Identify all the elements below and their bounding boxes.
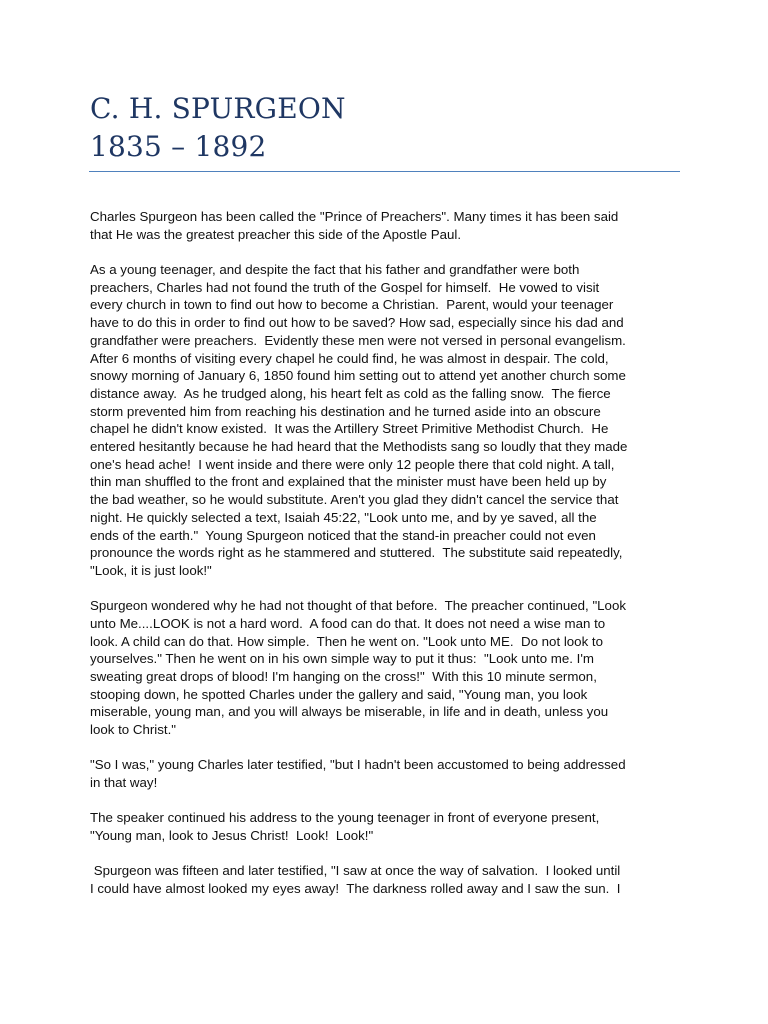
paragraph-line: the bad weather, so he would substitute. Aren't you glad they didn't cancel the service that (90, 492, 619, 508)
paragraph-line: yourselves." Then he went on in his own simple way to put it thus: "Look unto me. I'm (90, 651, 594, 667)
paragraph (90, 261, 690, 580)
title-block (90, 90, 680, 166)
paragraph-line: pronounce the words right as he stammered and stuttered. The substitute said repeatedly, (90, 545, 623, 561)
paragraph-line: The speaker continued his address to the young teenager in front of everyone present, (90, 810, 600, 826)
paragraph-line: have to do this in order to find out how to be saved? How sad, especially since his dad and (90, 315, 624, 331)
paragraph (90, 597, 690, 739)
paragraph-line: I could have almost looked my eyes away! The darkness rolled away and I saw the sun. I (90, 881, 621, 897)
paragraph-line: stooping down, he spotted Charles under the gallery and said, "Young man, you look (90, 686, 588, 702)
paragraph-line: After 6 months of visiting every chapel he could find, he was almost in despair. The cold, (90, 350, 609, 366)
paragraph-line: ends of the earth." Young Spurgeon noticed that the stand-in preacher could not even (90, 527, 596, 543)
paragraph-line: "Look, it is just look!" (90, 562, 212, 578)
page-subtitle-dates: 1835 – 1892 (90, 130, 267, 163)
document-body (90, 208, 690, 915)
paragraph-line: miserable, young man, and you will always be miserable, in life and in death, unless you (90, 704, 609, 720)
paragraph-line: distance away. As he trudged along, his heart felt as cold as the falling snow. The fierce (90, 385, 611, 401)
paragraph-line: preachers, Charles had not found the truth of the Gospel for himself. He vowed to visit (90, 279, 600, 295)
page-title: C. H. SPURGEON (90, 92, 346, 125)
paragraph (90, 756, 690, 791)
paragraph-line: grandfather were preachers. Evidently these men were not versed in personal evangelism. (90, 332, 626, 348)
title-divider (89, 171, 680, 172)
paragraph-line: look. A child can do that. How simple. Then he went on. "Look unto ME. Do not look to (90, 633, 604, 649)
paragraph-line: night. He quickly selected a text, Isaiah 45:22, "Look unto me, and by ye saved, all the (90, 509, 597, 525)
paragraph-line: storm prevented him from reaching his destination and he turned aside into an obscure (90, 403, 601, 419)
paragraph-line: entered hesitantly because he had heard that the Methodists sang so loudly that they made (90, 439, 628, 455)
paragraph-line: Spurgeon wondered why he had not thought of that before. The preacher continued, "Look (90, 598, 626, 614)
paragraph-line: every church in town to find out how to become a Christian. Parent, would your teenager (90, 297, 614, 313)
paragraph-line: thin man shuffled to the front and explained that the minister must have been held up by (90, 474, 607, 490)
paragraph-line: unto Me....LOOK is not a hard word. A food can do that. It does not need a wise man to (90, 615, 606, 631)
paragraph-line: Charles Spurgeon has been called the "Prince of Preachers". Many times it has been said (90, 209, 619, 224)
paragraph-line: snowy morning of January 6, 1850 found him setting out to attend yet another church some (90, 368, 626, 384)
paragraph-line: look to Christ." (90, 722, 177, 738)
paragraph (90, 862, 690, 897)
paragraph-line: chapel he didn't know existed. It was the Artillery Street Primitive Methodist Church. He (90, 421, 609, 437)
paragraph-line: "So I was," young Charles later testified, "but I hadn't been accustomed to being addressed (90, 757, 626, 773)
paragraph-line: "Young man, look to Jesus Christ! Look! Look!" (90, 828, 374, 844)
paragraph (90, 809, 690, 844)
paragraph-line: sweating great drops of blood! I'm hanging on the cross!" With this 10 minute sermon, (90, 669, 597, 685)
paragraph (90, 208, 690, 243)
paragraph-line: As a young teenager, and despite the fact that his father and grandfather were both (90, 262, 580, 277)
paragraph-line: one's head ache! I went inside and there were only 12 people there that cold night. A tall, (90, 456, 615, 472)
paragraph-line: in that way! (90, 775, 158, 791)
paragraph-line: Spurgeon was fifteen and later testified, "I saw at once the way of salvation. I looked until (90, 863, 621, 879)
paragraph-line: that He was the greatest preacher this side of the Apostle Paul. (90, 226, 462, 242)
